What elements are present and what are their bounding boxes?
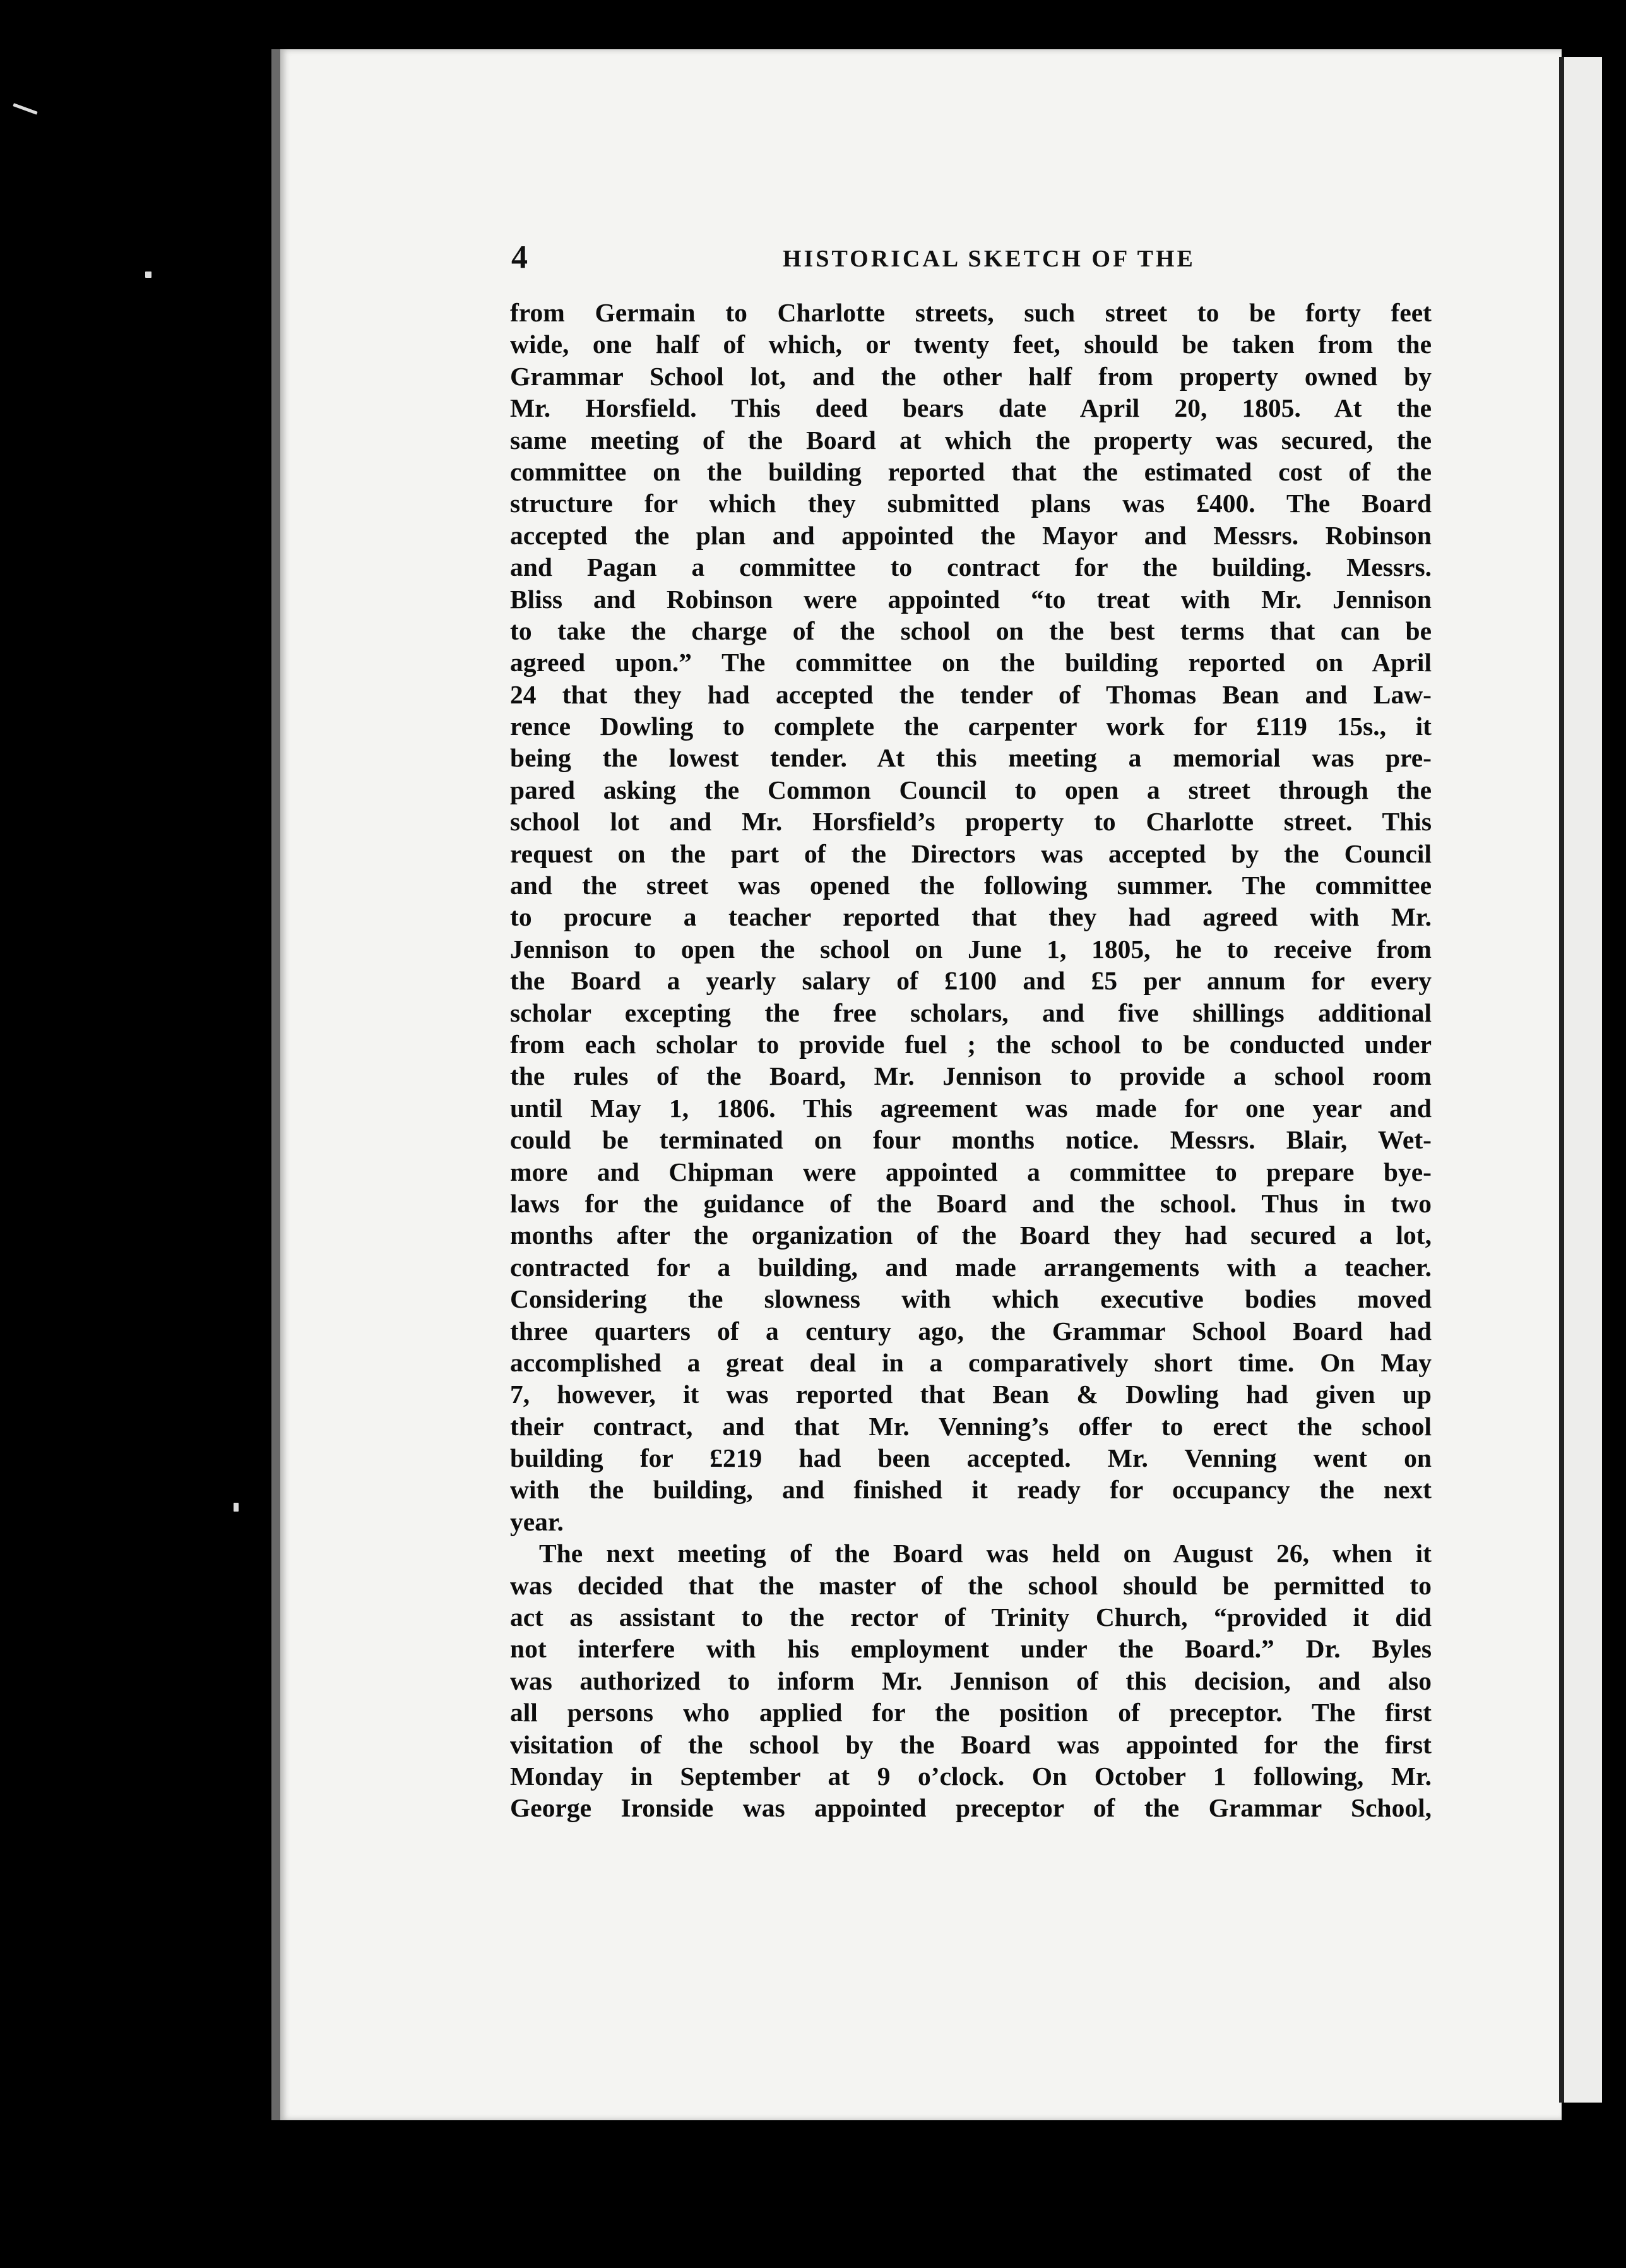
- text-line: Grammar School lot, and the other half from property owned by: [510, 361, 1432, 391]
- text-line: Monday in September at 9 o’clock. On October 1 following, Mr.: [510, 1761, 1432, 1791]
- text-line: Bliss and Robinson were appointed “to treat with Mr. Jennison: [510, 584, 1432, 614]
- text-line: to procure a teacher reported that they had agreed with Mr.: [510, 902, 1432, 932]
- text-line: all persons who applied for the position of preceptor. The first: [510, 1698, 1432, 1728]
- text-line: accepted the plan and appointed the Mayor and Messrs. Robinson: [510, 520, 1432, 550]
- text-line: the Board a yearly salary of £100 and £5 per annum for every: [510, 966, 1432, 996]
- text-line: visitation of the school by the Board was appointed for the first: [510, 1729, 1432, 1759]
- text-line: their contract, and that Mr. Venning’s offer to erect the school: [510, 1411, 1432, 1441]
- text-line: rence Dowling to complete the carpenter work for £119 15s., it: [510, 712, 1432, 741]
- scan-speck: [234, 1503, 239, 1512]
- text-line: and Pagan a committee to contract for the building. Messrs.: [510, 552, 1432, 582]
- text-line: structure for which they submitted plans was £400. The Board: [510, 489, 1432, 518]
- text-line: months after the organization of the Board they had secured a lot,: [510, 1221, 1432, 1250]
- text-line: school lot and Mr. Horsfield’s property to Charlotte street. This: [510, 807, 1432, 837]
- text-line: accomplished a great deal in a comparatively short time. On May: [510, 1347, 1432, 1377]
- facing-page-edge: [1559, 57, 1602, 2103]
- text-line: year.: [510, 1507, 564, 1536]
- text-line: scholar excepting the free scholars, and five shillings additional: [510, 998, 1432, 1027]
- text-line: building for £219 had been accepted. Mr. Venning went on: [510, 1443, 1432, 1473]
- text-line: more and Chipman were appointed a committee to prepare bye-: [510, 1157, 1432, 1186]
- text-line: with the building, and finished it ready for occupancy the next: [510, 1475, 1432, 1505]
- text-line: agreed upon.” The committee on the building reported on April: [510, 648, 1432, 677]
- paragraph-2: [510, 1537, 1432, 1824]
- text-line: from Germain to Charlotte streets, such street to be forty feet: [510, 298, 1432, 327]
- text-line: was authorized to inform Mr. Jennison of this decision, and also: [510, 1666, 1432, 1695]
- text-line: Jennison to open the school on June 1, 1805, he to receive from: [510, 934, 1432, 964]
- page-number: 4: [511, 239, 528, 275]
- text-line: contracted for a building, and made arrangements with a teacher.: [510, 1252, 1432, 1282]
- text-line: request on the part of the Directors was accepted by the Council: [510, 839, 1432, 868]
- text-line: to take the charge of the school on the best terms that can be: [510, 616, 1432, 645]
- text-line: the rules of the Board, Mr. Jennison to provide a school room: [510, 1061, 1432, 1091]
- text-line: Mr. Horsfield. This deed bears date April 20, 1805. At the: [510, 393, 1432, 423]
- body-text: [510, 297, 1432, 1824]
- text-line: 24 that they had accepted the tender of Thomas Bean and Law-: [510, 679, 1432, 709]
- text-line: act as assistant to the rector of Trinity Church, “provided it did: [510, 1603, 1432, 1632]
- text-line: Considering the slowness with which executive bodies moved: [510, 1284, 1432, 1314]
- text-line: and the street was opened the following summer. The committee: [510, 871, 1432, 900]
- text-line: The next meeting of the Board was held on August 26, when it: [539, 1539, 1432, 1568]
- paragraph-1: [510, 297, 1432, 1537]
- page-header: [511, 239, 1521, 280]
- text-line: George Ironside was appointed preceptor of the Grammar School,: [510, 1793, 1432, 1823]
- text-line: committee on the building reported that the estimated cost of the: [510, 457, 1432, 486]
- text-line: being the lowest tender. At this meeting a memorial was pre-: [510, 743, 1432, 773]
- text-line: could be terminated on four months notice. Messrs. Blair, Wet-: [510, 1125, 1432, 1155]
- scan-speck: [145, 272, 151, 278]
- text-line: pared asking the Common Council to open a street through the: [510, 775, 1432, 804]
- text-line: 7, however, it was reported that Bean & Dowling had given up: [510, 1380, 1432, 1409]
- running-title: HISTORICAL SKETCH OF THE: [783, 246, 1196, 272]
- text-line: wide, one half of which, or twenty feet, should be taken from the: [510, 330, 1432, 359]
- text-line: same meeting of the Board at which the property was secured, the: [510, 425, 1432, 455]
- text-line: not interfere with his employment under the Board.” Dr. Byles: [510, 1634, 1432, 1664]
- text-line: three quarters of a century ago, the Grammar School Board had: [510, 1316, 1432, 1346]
- text-line: laws for the guidance of the Board and the school. Thus in two: [510, 1188, 1432, 1218]
- text-line: from each scholar to provide fuel ; the school to be conducted under: [510, 1029, 1432, 1059]
- text-line: was decided that the master of the school should be permitted to: [510, 1570, 1432, 1600]
- text-line: until May 1, 1806. This agreement was made for one year and: [510, 1093, 1432, 1123]
